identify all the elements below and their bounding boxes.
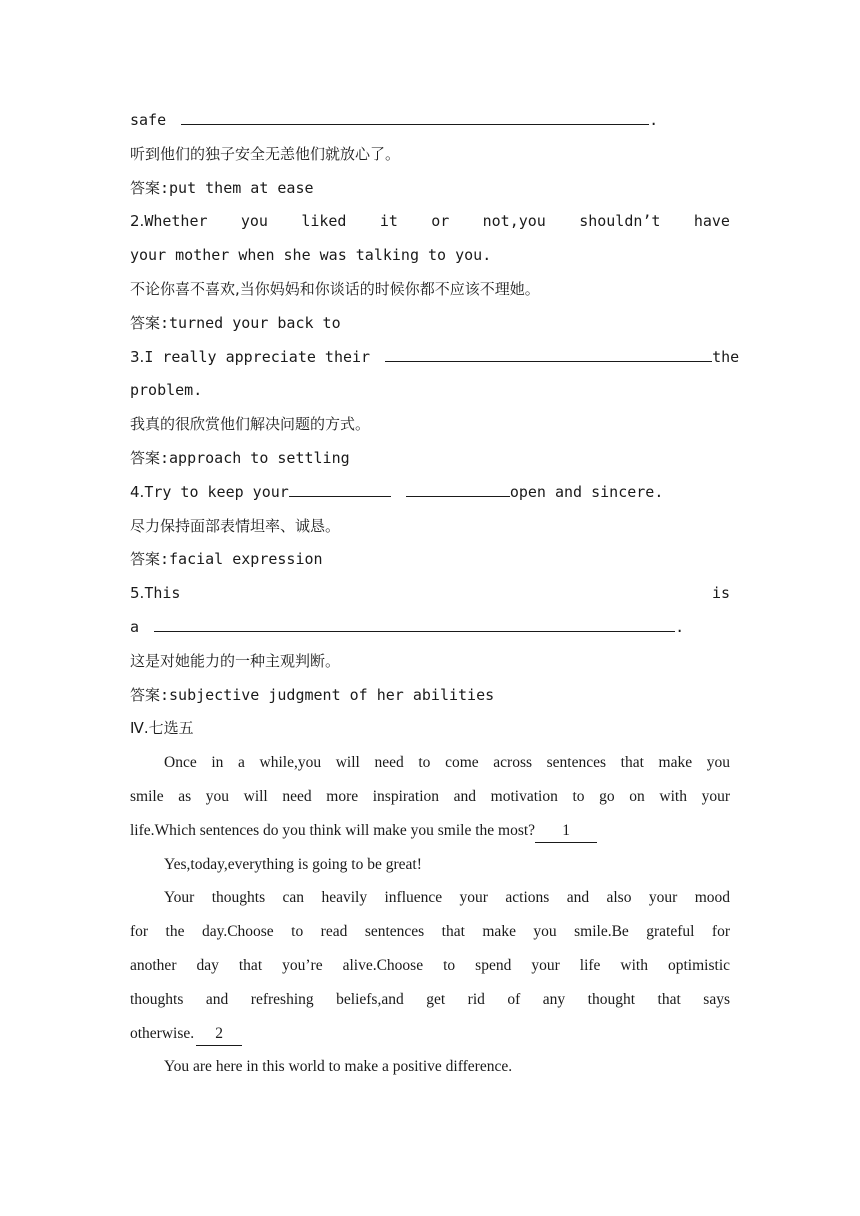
- passage-p3-line2: for the day.Choose to read sentences that make you smile.Be grateful for: [130, 923, 730, 941]
- passage-p3-line3: another day that you’re alive.Choose to spend your life with optimistic: [130, 956, 730, 974]
- q4-blank-1[interactable]: [289, 476, 391, 497]
- q5-line2-lead: a: [130, 617, 140, 636]
- q4-translation: 尽力保持面部表情坦率、诚恳。: [130, 516, 341, 535]
- q3-lead: I really appreciate their: [144, 347, 371, 366]
- passage-p3-line5: [130, 1017, 730, 1051]
- q2-word: liked: [301, 212, 347, 231]
- q2-word: you: [240, 212, 268, 231]
- passage-blank-2[interactable]: 2: [196, 1023, 242, 1046]
- q0-blank[interactable]: [181, 104, 649, 125]
- q3-tail: the: [712, 347, 740, 366]
- q0-answer: 答案:put them at ease: [130, 178, 314, 197]
- q0-line: [130, 104, 730, 138]
- q4-number: 4.: [130, 482, 145, 501]
- q2-word: not,you: [482, 212, 546, 231]
- q4-answer: 答案:facial expression: [130, 550, 323, 569]
- q5-end: .: [675, 617, 685, 636]
- q3-translation: 我真的很欣赏他们解决问题的方式。: [130, 415, 371, 434]
- q2-word: Whether: [144, 212, 208, 231]
- passage-blank-1[interactable]: 1: [535, 820, 597, 843]
- passage-p2: Yes,today,everything is going to be great!: [164, 855, 422, 873]
- q5-line2: [130, 611, 730, 645]
- q0-translation: 听到他们的独子安全无恙他们就放心了。: [130, 144, 401, 163]
- passage-p1-line1: Once in a while,you will need to come across sentences that make you: [164, 754, 730, 772]
- section-heading: Ⅳ.七选五: [130, 719, 194, 738]
- passage-p3-line4: thoughts and refreshing beliefs,and get rid of any thought that says: [130, 990, 730, 1008]
- q5-translation: 这是对她能力的一种主观判断。: [130, 651, 341, 670]
- q2-word: have: [693, 212, 730, 231]
- q5-number: 5.: [130, 584, 145, 603]
- q5-blank[interactable]: [154, 611, 675, 632]
- q2-number: 2.: [130, 212, 145, 231]
- q2-line2: your mother when she was talking to you.: [130, 246, 492, 265]
- q5-lead: This: [144, 584, 181, 603]
- q2-translation: 不论你喜不喜欢,当你妈妈和你谈话的时候你都不应该不理她。: [130, 279, 540, 298]
- q2-word: or: [431, 212, 450, 231]
- q2-word: it: [379, 212, 398, 231]
- q5-tail: is: [711, 584, 730, 603]
- q2-answer: 答案:turned your back to: [130, 313, 341, 332]
- q4-blank-2[interactable]: [406, 476, 510, 497]
- passage-p4: You are here in this world to make a positive difference.: [164, 1058, 513, 1076]
- passage-p3-line1: Your thoughts can heavily influence your actions and also your mood: [164, 889, 730, 907]
- q4-lead: Try to keep your: [144, 482, 289, 501]
- q0-end: .: [649, 111, 659, 129]
- passage-p1-line3-text: life.Which sentences do you think will make you smile the most?: [130, 821, 536, 839]
- q3-number: 3.: [130, 347, 145, 366]
- q0-lead: safe: [130, 111, 167, 129]
- passage-p1-line3: [130, 814, 730, 848]
- q2-word: shouldn’t: [579, 212, 661, 231]
- q2-line1: [130, 205, 730, 239]
- q4-tail: open and sincere.: [509, 482, 664, 501]
- q3-blank[interactable]: [385, 341, 712, 362]
- q3-answer: 答案:approach to settling: [130, 448, 350, 467]
- q3-line1: [130, 341, 740, 375]
- q3-line2: problem.: [130, 381, 203, 400]
- passage-p1-line2: smile as you will need more inspiration and motivation to go on with your: [130, 787, 730, 805]
- q4-line1: [130, 476, 730, 510]
- passage-p3-line5-text: otherwise.: [130, 1024, 195, 1042]
- q5-answer: 答案:subjective judgment of her abilities: [130, 685, 495, 704]
- document-page: [130, 104, 740, 1084]
- q5-line1: [130, 577, 730, 611]
